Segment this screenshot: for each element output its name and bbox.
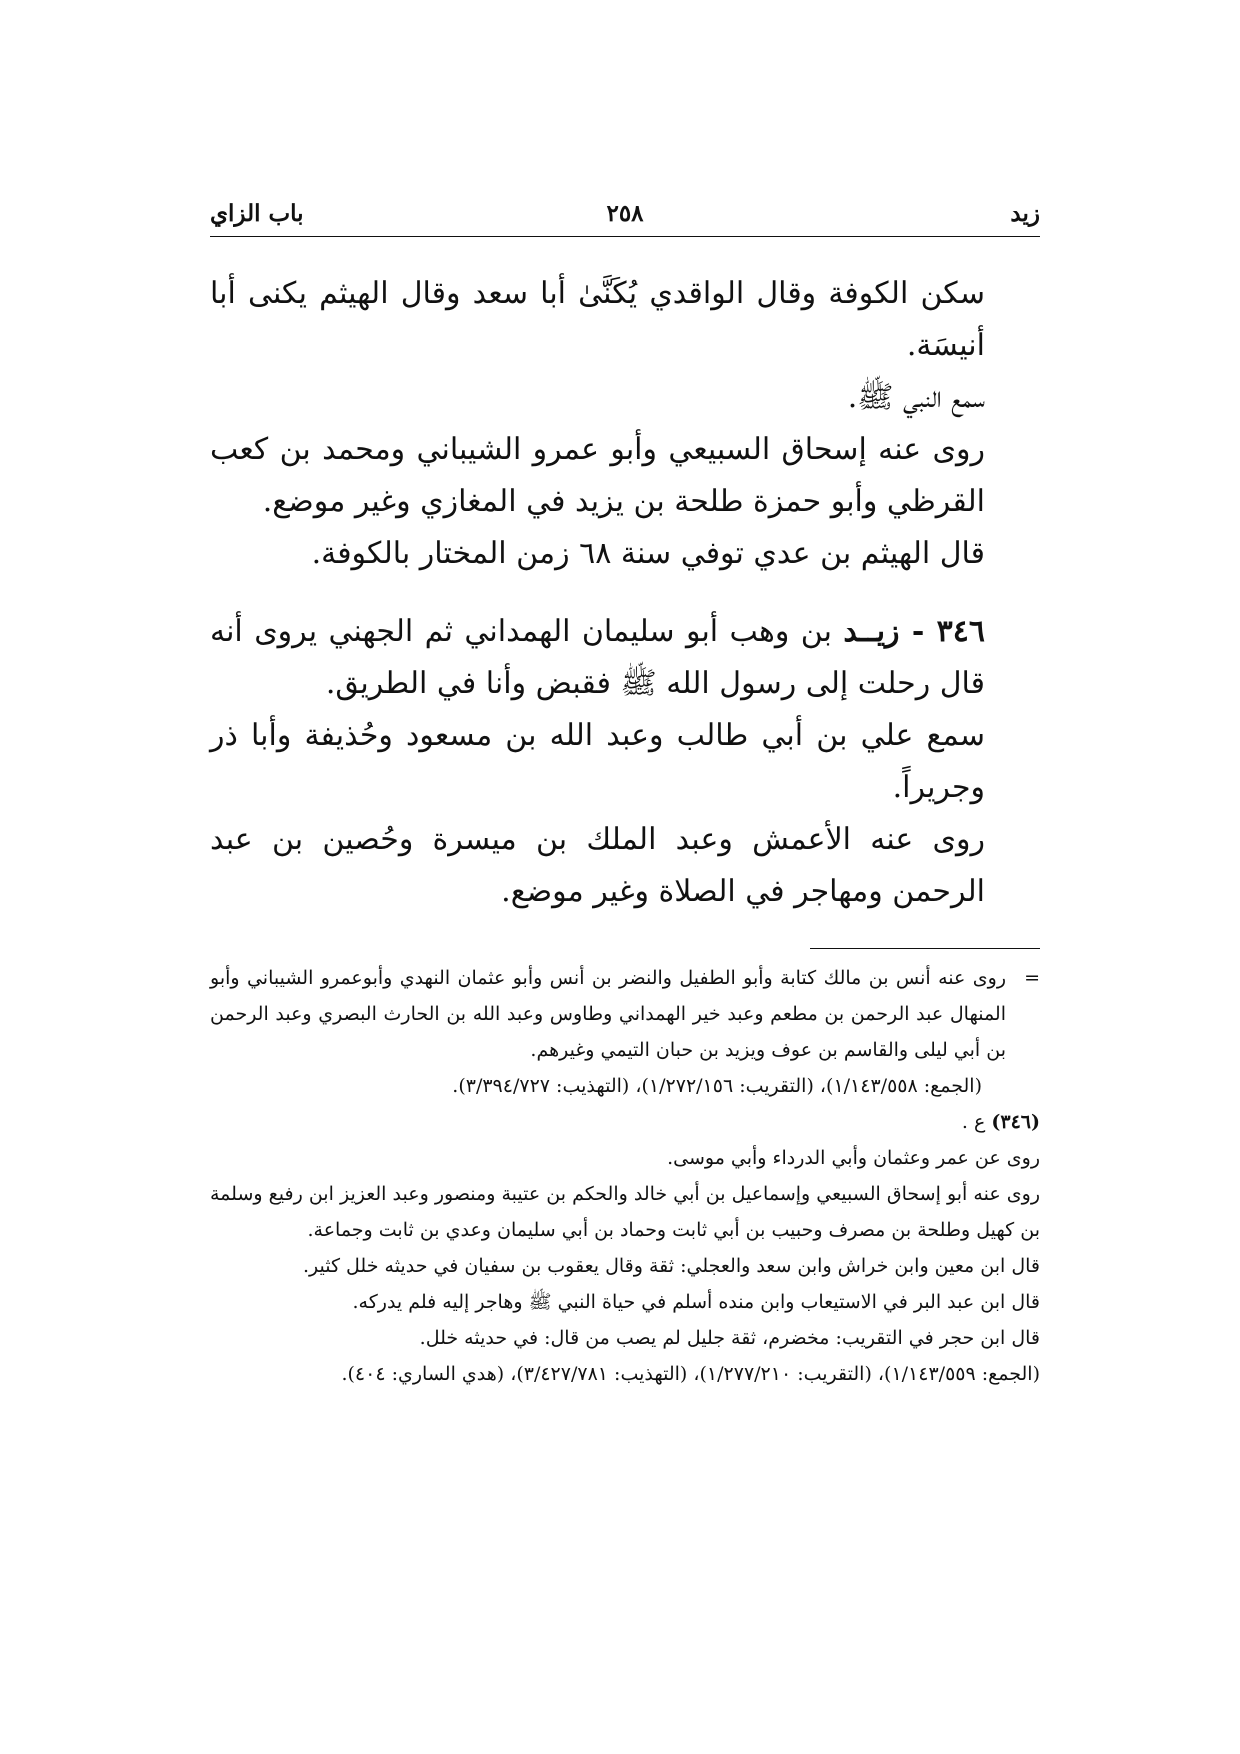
- body-paragraph: روى عنه إسحاق السبيعي وأبو عمرو الشيباني ومحمد بن كعب القرظي وأبو حمزة طلحة بن يزيد في المغازي وغير موضع.: [210, 432, 985, 519]
- footnote-line: قال ابن معين وابن خراش وابن سعد والعجلي: ثقة وقال يعقوب بن سفيان في حديثه خلل كثير.: [302, 1255, 1040, 1277]
- body-paragraph: قال الهيثم بن عدي توفي سنة ٦٨ زمن المختار بالكوفة.: [311, 536, 985, 571]
- footnote-continuation: [210, 960, 1040, 1068]
- footnote-text: روى عنه أنس بن مالك كتابة وأبو الطفيل والنضر بن أنس وأبو عثمان النهدي وأبوعمرو الشيباني وأبو المنهال عبد الرحمن بن مطعم وعبد خير الهمداني وطاوس وعبد الله بن الحارث البصري وعبد الرحمن بن أبي ليلى والقاسم بن عوف ويزيد بن حبان التيمي وغيرهم.: [210, 967, 1006, 1061]
- main-text: [210, 268, 1040, 918]
- footnote-heading: [210, 1104, 1040, 1140]
- footnote-references: (الجمع: ١/١٤٣/٥٥٨)، (التقريب: ١/٢٧٢/١٥٦)، (التهذيب: ٣/٣٩٤/٧٢٧).: [452, 1075, 982, 1097]
- page-number: ٢٥٨: [606, 200, 644, 227]
- entry-text: بن وهب أبو سليمان الهمداني ثم الجهني يروى أنه قال رحلت إلى رسول الله ﷺ فقبض وأنا في الطريق.: [210, 614, 985, 701]
- header-section-title: باب الزاي: [210, 200, 304, 227]
- footnote-line: روى عنه أبو إسحاق السبيعي وإسماعيل بن أبي خالد والحكم بن عتيبة ومنصور وعبد العزيز ابن رفيع وسلمة بن كهيل وطلحة بن مصرف وحبيب بن أبي ثابت وحماد بن أبي سليمان وعدي بن ثابت وجماعة.: [210, 1183, 1040, 1241]
- continuation-mark: =: [1024, 967, 1040, 989]
- footnote-line: قال ابن عبد البر في الاستيعاب وابن منده أسلم في حياة النبي ﷺ وهاجر إليه فلم يدركه.: [352, 1291, 1040, 1313]
- header-chapter-name: زيد: [1010, 200, 1040, 227]
- footnote-number: (٣٤٦): [991, 1111, 1040, 1133]
- body-paragraph: سمع علي بن أبي طالب وعبد الله بن مسعود وحُذيفة وأبا ذر وجريراً.: [210, 718, 985, 805]
- entry-number: ٣٤٦ - زيــد: [843, 614, 985, 649]
- body-paragraph: سكن الكوفة وقال الواقدي يُكَنَّىٰ أبا سعد وقال الهيثم يكنى أبا أنيسَة.: [210, 276, 985, 363]
- body-paragraph: سمع النبي ﷺ.: [847, 380, 985, 415]
- footnotes: [210, 960, 1040, 1392]
- footnote-line: روى عن عمر وعثمان وأبي الدرداء وأبي موسى.: [667, 1147, 1040, 1169]
- entry-paragraph: [210, 606, 1040, 710]
- paragraph-gap: [210, 580, 1040, 606]
- body-paragraph: روى عنه الأعمش وعبد الملك بن ميسرة وحُصين بن عبد الرحمن ومهاجر في الصلاة وغير موضع.: [210, 822, 985, 909]
- footnote-line: قال ابن حجر في التقريب: مخضرم، ثقة جليل لم يصب من قال: في حديثه خلل.: [419, 1327, 1040, 1349]
- header-rule: [210, 236, 1040, 237]
- footnote-symbol: ع .: [961, 1111, 986, 1133]
- footnote-rule: [810, 948, 1040, 949]
- footnote-references: (الجمع: ١/١٤٣/٥٥٩)، (التقريب: ١/٢٧٧/٢١٠)، (التهذيب: ٣/٤٢٧/٧٨١)، (هدي الساري: ٤٠٤).: [341, 1363, 1040, 1385]
- running-header: [210, 196, 1040, 236]
